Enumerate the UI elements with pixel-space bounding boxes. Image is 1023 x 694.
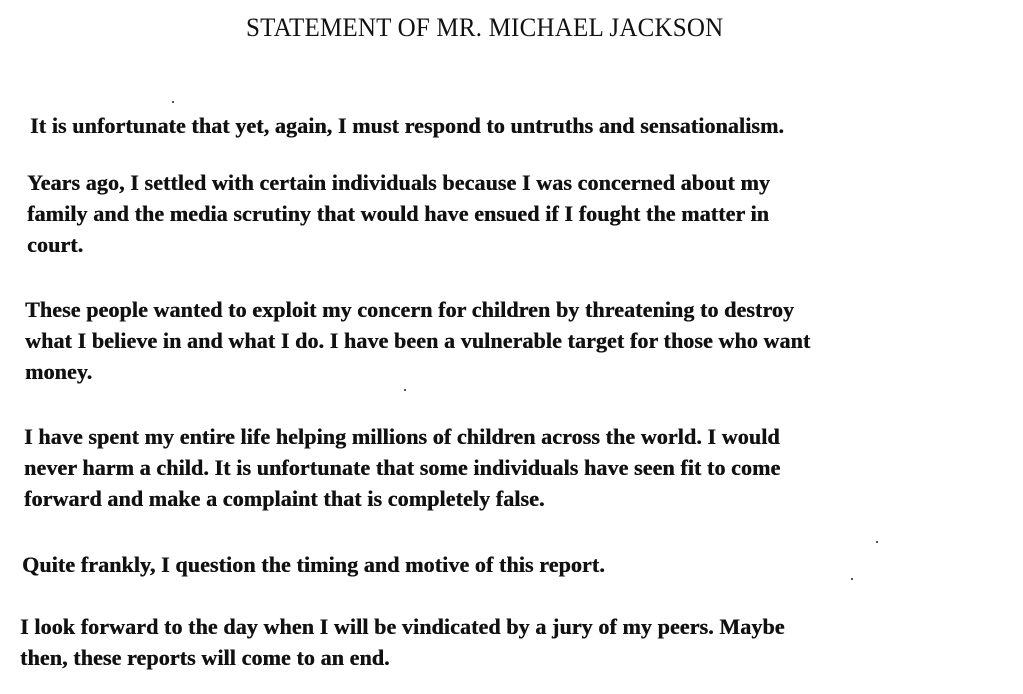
- document-title: STATEMENT OF MR. MICHAEL JACKSON: [246, 14, 724, 43]
- paragraph-line: Years ago, I settled with certain individuals because I was concerned about my: [27, 170, 770, 195]
- paragraph-line: family and the media scrutiny that would have ensued if I fought the matter in: [27, 201, 769, 226]
- paragraph-line: Quite frankly, I question the timing and motive of this report.: [22, 552, 605, 577]
- scan-speck: [851, 578, 853, 580]
- paragraph-line: forward and make a complaint that is completely false.: [24, 486, 545, 511]
- paragraph-line: court.: [27, 232, 84, 257]
- paragraph-line: It is unfortunate that yet, again, I must respond to untruths and sensationalism.: [30, 113, 784, 138]
- paragraph-line: then, these reports will come to an end.: [20, 645, 390, 670]
- paragraph-line: money.: [25, 359, 93, 384]
- paragraph-line: I look forward to the day when I will be vindicated by a jury of my peers. Maybe: [20, 614, 785, 639]
- paragraph-line: never harm a child. It is unfortunate that some individuals have seen fit to come: [24, 455, 781, 480]
- scan-speck: [404, 389, 406, 391]
- paragraph-line: I have spent my entire life helping millions of children across the world. I would: [24, 424, 780, 449]
- scan-speck: [172, 101, 174, 103]
- scan-speck: [876, 541, 878, 543]
- paragraph-line: These people wanted to exploit my concern for children by threatening to destroy: [25, 297, 794, 322]
- paragraph-line: what I believe in and what I do. I have been a vulnerable target for those who want: [25, 328, 811, 353]
